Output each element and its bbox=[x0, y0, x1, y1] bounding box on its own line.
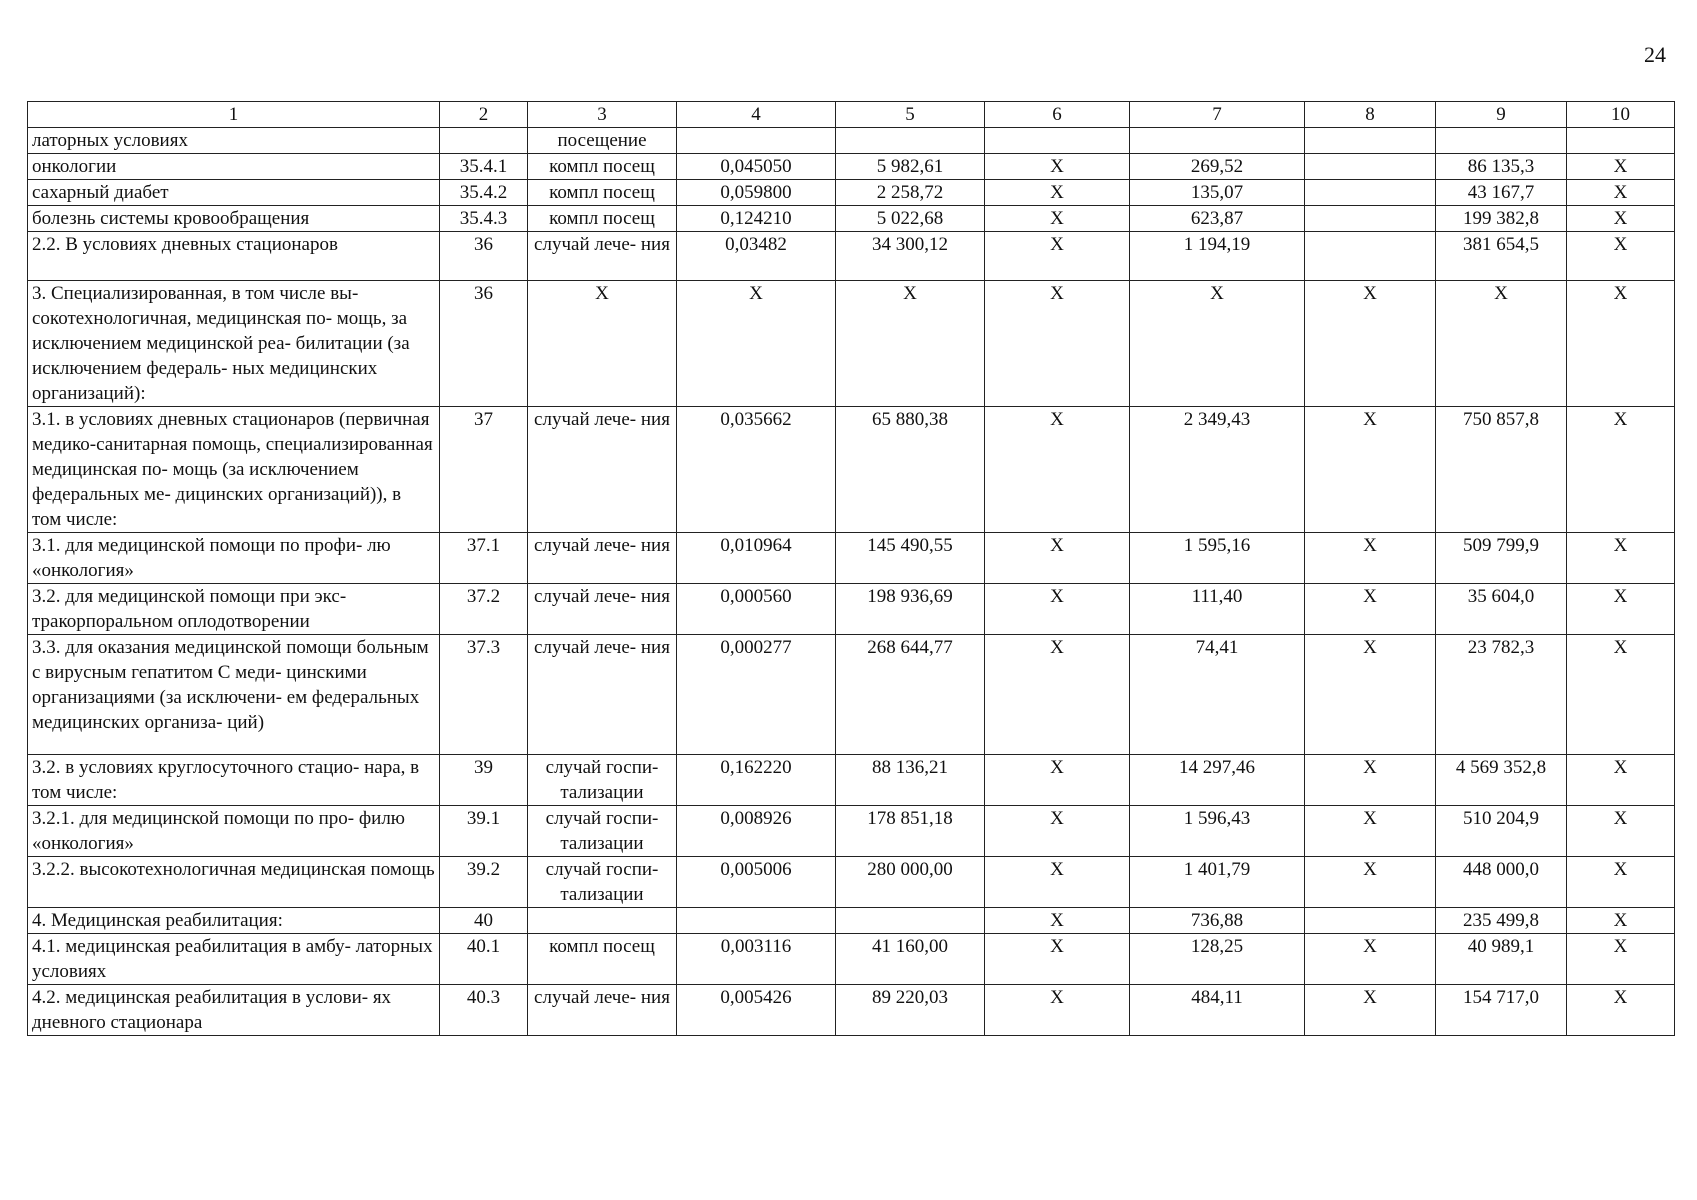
row-label-cell: онкологии bbox=[28, 154, 440, 180]
table-cell: 40 bbox=[440, 908, 528, 934]
table-cell: 1 596,43 bbox=[1130, 806, 1305, 857]
table-cell: случай лече- ния bbox=[528, 232, 677, 281]
table-cell bbox=[1305, 908, 1436, 934]
table-row bbox=[28, 154, 1675, 180]
row-label-cell: 4. Медицинская реабилитация: bbox=[28, 908, 440, 934]
row-label-cell: 3. Специализированная, в том числе вы- сокотехнологичная, медицинская по- мощь, за исключением медицинской реа- билитации (за исключением федераль- ных медицинских организаций): bbox=[28, 281, 440, 407]
header-cell: 1 bbox=[28, 102, 440, 128]
table-cell: X bbox=[985, 584, 1130, 635]
table-cell: 35.4.2 bbox=[440, 180, 528, 206]
table-cell: 750 857,8 bbox=[1436, 407, 1567, 533]
table-cell: 35 604,0 bbox=[1436, 584, 1567, 635]
table-cell: 23 782,3 bbox=[1436, 635, 1567, 755]
header-cell: 4 bbox=[677, 102, 836, 128]
row-label-cell: 3.2. в условиях круглосуточного стацио- нара, в том числе: bbox=[28, 755, 440, 806]
table-cell: 41 160,00 bbox=[836, 934, 985, 985]
header-cell: 2 bbox=[440, 102, 528, 128]
row-label-cell: 2.2. В условиях дневных стационаров bbox=[28, 232, 440, 281]
table-cell: случай госпи- тализации bbox=[528, 857, 677, 908]
table-cell: X bbox=[1305, 407, 1436, 533]
row-label-cell: 3.2.1. для медицинской помощи по про- филю «онкология» bbox=[28, 806, 440, 857]
table-cell: X bbox=[1305, 635, 1436, 755]
table-cell: 0,035662 bbox=[677, 407, 836, 533]
table-cell bbox=[1305, 206, 1436, 232]
table-cell: X bbox=[1567, 806, 1675, 857]
table-cell: X bbox=[1567, 154, 1675, 180]
table-cell: X bbox=[985, 206, 1130, 232]
table-cell: X bbox=[1567, 857, 1675, 908]
table-cell: 623,87 bbox=[1130, 206, 1305, 232]
table-cell: 0,005006 bbox=[677, 857, 836, 908]
table-cell: 0,059800 bbox=[677, 180, 836, 206]
table-cell: 4 569 352,8 bbox=[1436, 755, 1567, 806]
table-cell: X bbox=[1567, 584, 1675, 635]
row-label-cell: 3.2. для медицинской помощи при экс- тракорпоральном оплодотворении bbox=[28, 584, 440, 635]
table-cell: X bbox=[985, 407, 1130, 533]
table-cell bbox=[677, 128, 836, 154]
table-cell: 269,52 bbox=[1130, 154, 1305, 180]
header-cell: 7 bbox=[1130, 102, 1305, 128]
table-cell: X bbox=[985, 154, 1130, 180]
table-cell: X bbox=[985, 934, 1130, 985]
table-cell bbox=[440, 128, 528, 154]
table-row bbox=[28, 584, 1675, 635]
table-cell: X bbox=[1305, 934, 1436, 985]
table-cell: 1 194,19 bbox=[1130, 232, 1305, 281]
table-cell: X bbox=[1130, 281, 1305, 407]
row-label-cell: болезнь системы кровообращения bbox=[28, 206, 440, 232]
table-cell: 43 167,7 bbox=[1436, 180, 1567, 206]
table-cell: 86 135,3 bbox=[1436, 154, 1567, 180]
table-row bbox=[28, 232, 1675, 281]
table-cell: 37.2 bbox=[440, 584, 528, 635]
table-cell: X bbox=[1567, 985, 1675, 1036]
table-cell: 89 220,03 bbox=[836, 985, 985, 1036]
table-cell bbox=[985, 128, 1130, 154]
table-row bbox=[28, 755, 1675, 806]
table-cell: X bbox=[985, 857, 1130, 908]
row-label-cell: 4.1. медицинская реабилитация в амбу- латорных условиях bbox=[28, 934, 440, 985]
table-cell: 40.1 bbox=[440, 934, 528, 985]
table-cell: 381 654,5 bbox=[1436, 232, 1567, 281]
table-cell: X bbox=[1305, 857, 1436, 908]
table-cell: X bbox=[985, 180, 1130, 206]
table-cell: X bbox=[985, 985, 1130, 1036]
table-cell: X bbox=[1436, 281, 1567, 407]
table-cell: 235 499,8 bbox=[1436, 908, 1567, 934]
row-label-cell: 4.2. медицинская реабилитация в услови- ях дневного стационара bbox=[28, 985, 440, 1036]
table-cell: компл посещ bbox=[528, 206, 677, 232]
table-cell bbox=[677, 908, 836, 934]
table-cell: компл посещ bbox=[528, 180, 677, 206]
table-cell: X bbox=[985, 806, 1130, 857]
table-cell: 5 982,61 bbox=[836, 154, 985, 180]
table-row bbox=[28, 180, 1675, 206]
table-row bbox=[28, 857, 1675, 908]
table-cell: 37 bbox=[440, 407, 528, 533]
table-header-row bbox=[28, 102, 1675, 128]
row-label-cell: 3.1. для медицинской помощи по профи- лю «онкология» bbox=[28, 533, 440, 584]
table-cell: 88 136,21 bbox=[836, 755, 985, 806]
table-cell: 0,162220 bbox=[677, 755, 836, 806]
table-cell: X bbox=[1567, 407, 1675, 533]
table-cell: X bbox=[985, 635, 1130, 755]
table-cell: X bbox=[1305, 584, 1436, 635]
table-cell bbox=[528, 908, 677, 934]
table-cell: X bbox=[528, 281, 677, 407]
table-cell: 1 401,79 bbox=[1130, 857, 1305, 908]
table-cell: X bbox=[1305, 533, 1436, 584]
table-cell: 0,124210 bbox=[677, 206, 836, 232]
table-cell: 37.1 bbox=[440, 533, 528, 584]
table-cell: 40.3 bbox=[440, 985, 528, 1036]
table-row bbox=[28, 985, 1675, 1036]
table-cell: 39.2 bbox=[440, 857, 528, 908]
table-cell: 448 000,0 bbox=[1436, 857, 1567, 908]
table-cell: X bbox=[985, 533, 1130, 584]
table-row bbox=[28, 281, 1675, 407]
table-cell: 1 595,16 bbox=[1130, 533, 1305, 584]
table-cell: 111,40 bbox=[1130, 584, 1305, 635]
table-cell: компл посещ bbox=[528, 154, 677, 180]
table-cell: 0,008926 bbox=[677, 806, 836, 857]
table-cell: X bbox=[836, 281, 985, 407]
table-cell bbox=[1305, 154, 1436, 180]
table-cell: 39.1 bbox=[440, 806, 528, 857]
table-cell: 178 851,18 bbox=[836, 806, 985, 857]
table-cell: 0,005426 bbox=[677, 985, 836, 1036]
table-cell: 34 300,12 bbox=[836, 232, 985, 281]
table-cell: 35.4.1 bbox=[440, 154, 528, 180]
header-cell: 10 bbox=[1567, 102, 1675, 128]
table-cell: 145 490,55 bbox=[836, 533, 985, 584]
table-cell: 35.4.3 bbox=[440, 206, 528, 232]
table-cell: 36 bbox=[440, 281, 528, 407]
table-body bbox=[28, 102, 1675, 1036]
table-cell: 14 297,46 bbox=[1130, 755, 1305, 806]
table-cell: 0,03482 bbox=[677, 232, 836, 281]
table-cell: X bbox=[1305, 281, 1436, 407]
table-cell: 510 204,9 bbox=[1436, 806, 1567, 857]
table-cell: X bbox=[1305, 806, 1436, 857]
table-cell: 199 382,8 bbox=[1436, 206, 1567, 232]
table-cell: случай лече- ния bbox=[528, 584, 677, 635]
table-cell: 2 349,43 bbox=[1130, 407, 1305, 533]
table-cell: X bbox=[677, 281, 836, 407]
header-cell: 8 bbox=[1305, 102, 1436, 128]
table-cell: случай госпи- тализации bbox=[528, 806, 677, 857]
table-cell: 40 989,1 bbox=[1436, 934, 1567, 985]
table-cell: X bbox=[1567, 206, 1675, 232]
table-cell: 0,000560 bbox=[677, 584, 836, 635]
table-cell: 5 022,68 bbox=[836, 206, 985, 232]
table-cell: X bbox=[985, 232, 1130, 281]
table-row bbox=[28, 206, 1675, 232]
header-cell: 3 bbox=[528, 102, 677, 128]
table-cell: случай лече- ния bbox=[528, 985, 677, 1036]
row-label-cell: 3.1. в условиях дневных стационаров (первичная медико-санитарная помощь, специализированная медицинская по- мощь (за исключением федеральных ме- дицинских организаций)), в том числе: bbox=[28, 407, 440, 533]
table-cell: 198 936,69 bbox=[836, 584, 985, 635]
table-cell: 65 880,38 bbox=[836, 407, 985, 533]
table-cell: случай лече- ния bbox=[528, 533, 677, 584]
table-cell: 509 799,9 bbox=[1436, 533, 1567, 584]
table-row bbox=[28, 407, 1675, 533]
header-cell: 9 bbox=[1436, 102, 1567, 128]
table-cell: X bbox=[1567, 755, 1675, 806]
table-cell bbox=[1130, 128, 1305, 154]
table-cell: X bbox=[1567, 908, 1675, 934]
table-cell: X bbox=[1567, 934, 1675, 985]
table-cell: 268 644,77 bbox=[836, 635, 985, 755]
table-row bbox=[28, 533, 1675, 584]
table-cell: случай лече- ния bbox=[528, 407, 677, 533]
row-label-cell: 3.3. для оказания медицинской помощи больным с вирусным гепатитом С меди- цинскими организациями (за исключени- ем федеральных медицинских организа- ций) bbox=[28, 635, 440, 755]
table-cell: 135,07 bbox=[1130, 180, 1305, 206]
table-cell: X bbox=[1567, 232, 1675, 281]
table-row bbox=[28, 908, 1675, 934]
table-cell: посещение bbox=[528, 128, 677, 154]
table-cell bbox=[1305, 232, 1436, 281]
table-row bbox=[28, 635, 1675, 755]
row-label-cell: сахарный диабет bbox=[28, 180, 440, 206]
table-cell: 280 000,00 bbox=[836, 857, 985, 908]
page-number: 24 bbox=[1644, 42, 1666, 67]
table-cell: 36 bbox=[440, 232, 528, 281]
table-cell bbox=[1305, 128, 1436, 154]
table-cell: 0,045050 bbox=[677, 154, 836, 180]
table-cell: X bbox=[985, 755, 1130, 806]
table-cell: X bbox=[1567, 180, 1675, 206]
table-cell: X bbox=[1567, 635, 1675, 755]
table-cell: 0,010964 bbox=[677, 533, 836, 584]
table-row bbox=[28, 128, 1675, 154]
table-cell: 2 258,72 bbox=[836, 180, 985, 206]
table-cell: X bbox=[1305, 755, 1436, 806]
table-cell bbox=[1436, 128, 1567, 154]
table-cell: 0,003116 bbox=[677, 934, 836, 985]
table-cell bbox=[1567, 128, 1675, 154]
header-cell: 5 bbox=[836, 102, 985, 128]
table-cell: 39 bbox=[440, 755, 528, 806]
table-row bbox=[28, 806, 1675, 857]
table-cell: 37.3 bbox=[440, 635, 528, 755]
table-cell: случай лече- ния bbox=[528, 635, 677, 755]
table-cell: 154 717,0 bbox=[1436, 985, 1567, 1036]
table-cell: 484,11 bbox=[1130, 985, 1305, 1036]
table-cell: X bbox=[1567, 533, 1675, 584]
table-cell bbox=[836, 128, 985, 154]
table-cell: 74,41 bbox=[1130, 635, 1305, 755]
table-cell: случай госпи- тализации bbox=[528, 755, 677, 806]
table-cell: 736,88 bbox=[1130, 908, 1305, 934]
header-cell: 6 bbox=[985, 102, 1130, 128]
table-cell: 128,25 bbox=[1130, 934, 1305, 985]
table-cell: X bbox=[985, 908, 1130, 934]
table-cell: 0,000277 bbox=[677, 635, 836, 755]
row-label-cell: латорных условиях bbox=[28, 128, 440, 154]
table-cell: X bbox=[1305, 985, 1436, 1036]
row-label-cell: 3.2.2. высокотехнологичная медицинская помощь bbox=[28, 857, 440, 908]
table-cell: X bbox=[985, 281, 1130, 407]
table-cell bbox=[836, 908, 985, 934]
table-cell: X bbox=[1567, 281, 1675, 407]
table-cell bbox=[1305, 180, 1436, 206]
table-cell: компл посещ bbox=[528, 934, 677, 985]
data-table bbox=[27, 101, 1675, 1036]
table-row bbox=[28, 934, 1675, 985]
